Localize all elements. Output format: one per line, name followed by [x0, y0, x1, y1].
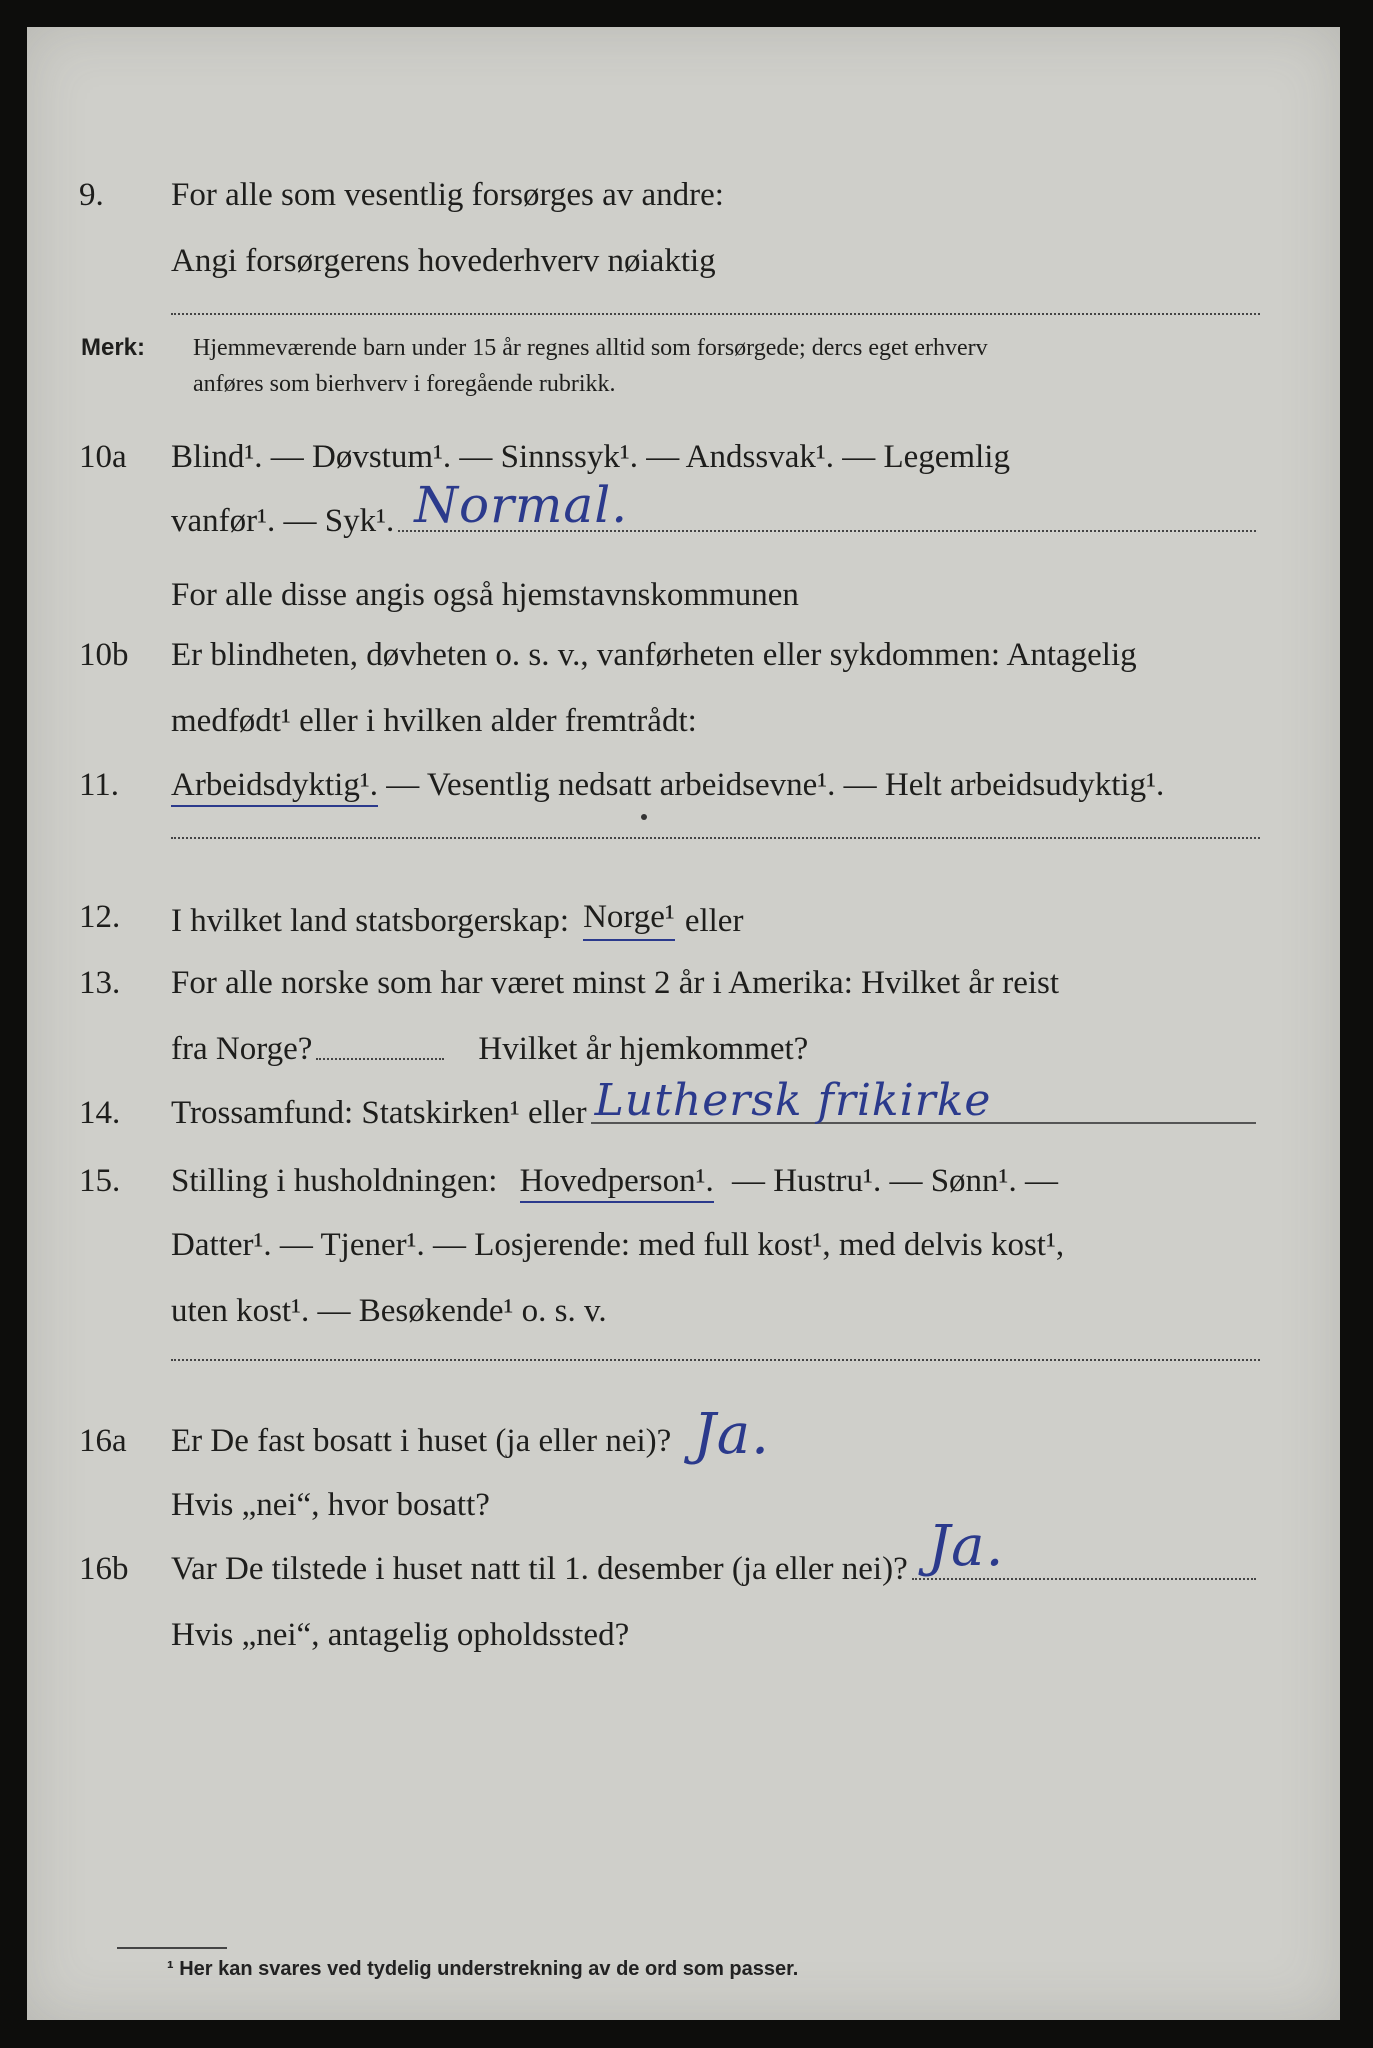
q16b-answer-field[interactable] — [908, 1514, 1260, 1589]
q16b-handwritten-answer: Ja. — [927, 1514, 1005, 1579]
q12-question: I hvilket land statsborgerskap: — [171, 903, 570, 939]
q10b-question: Er blindheten, døvheten o. s. v., vanførheten eller sykdommen: Antagelig — [171, 637, 1137, 673]
merk-text-1: Hjemmeværende barn under 15 år regnes alltid som forsørgede; dercs eget erhverv — [193, 335, 988, 361]
footnote-rule — [117, 1947, 227, 1949]
q12-number: 12. — [79, 899, 121, 935]
q12-eller: eller — [684, 903, 744, 939]
q16b-question: Var De tilstede i huset natt til 1. desember (ja eller nei)? — [171, 1551, 908, 1587]
q14-answer-field[interactable] — [587, 1075, 1260, 1133]
q10a-options: Blind¹. — Døvstum¹. — Sinnssyk¹. — Andssvak¹. — Legemlig — [171, 439, 1010, 475]
q9-number: 9. — [79, 177, 104, 213]
merk-label: Merk: — [81, 334, 146, 361]
q10a-answer-field[interactable] — [394, 476, 1260, 541]
q14-number: 14. — [79, 1095, 121, 1131]
q16a-question: Er De fast bosatt i huset (ja eller nei)? — [171, 1423, 672, 1459]
q16a-subquestion: Hvis „nei“, hvor bosatt? — [171, 1487, 490, 1523]
q9-question: For alle som vesentlig forsørges av andre: — [171, 177, 724, 213]
q10b-number: 10b — [79, 637, 129, 673]
q15-options-3: uten kost¹. — Besøkende¹ o. s. v. — [171, 1293, 607, 1329]
q11-answer-line[interactable] — [171, 837, 1260, 839]
q14-handwritten-answer: Luthersk frikirke — [594, 1075, 992, 1126]
q16a-number: 16a — [79, 1423, 127, 1459]
q11-options-rest: — Vesentlig nedsatt arbeidsevne¹. — Helt arbeidsudyktig¹. — [386, 767, 1165, 803]
q10a-handwritten-answer: Normal. — [414, 476, 629, 534]
q13-left-answer-line[interactable] — [316, 1057, 444, 1060]
q15-options-2: Datter¹. — Tjener¹. — Losjerende: med full kost¹, med delvis kost¹, — [171, 1227, 1065, 1263]
q12-option-norge[interactable]: Norge¹ — [583, 897, 675, 941]
q15-number: 15. — [79, 1163, 121, 1199]
q10a-options-2: vanfør¹. — Syk¹. — [171, 503, 395, 539]
q9-subquestion: Angi forsørgerens hovederhverv nøiaktig — [171, 243, 716, 279]
q13-right-question: Hvilket år hjemkommet? — [478, 1031, 809, 1067]
q14-question: Trossamfund: Statskirken¹ eller — [171, 1095, 587, 1131]
census-form-page — [27, 27, 1340, 2020]
q16b-number: 16b — [79, 1551, 129, 1587]
q10a-number: 10a — [79, 439, 127, 475]
q10a-hometown-question: For alle disse angis også hjemstavnskommunen — [171, 577, 799, 613]
q15-option-hovedperson[interactable]: Hovedperson¹. — [520, 1163, 714, 1203]
q15-options — [171, 1161, 1058, 1201]
ink-dot — [641, 814, 647, 820]
q16a-handwritten-answer: Ja. — [693, 1402, 770, 1467]
q9-answer-line-2[interactable] — [171, 313, 1260, 315]
q16b-subquestion: Hvis „nei“, antagelig opholdssted? — [171, 1617, 630, 1653]
q11-number: 11. — [79, 767, 120, 803]
merk-text-2: anføres som bierhverv i foregående rubrikk. — [193, 371, 616, 397]
q15-answer-line-2[interactable] — [171, 1359, 1260, 1361]
q13-question: For alle norske som har været minst 2 år i Amerika: Hvilket år reist — [171, 965, 1060, 1001]
q11-options — [171, 765, 1164, 805]
q11-option-arbeidsdyktig[interactable]: Arbeidsdyktig¹. — [171, 767, 378, 807]
footnote: ¹ Her kan svares ved tydelig understrekning av de ord som passer. — [167, 1958, 799, 1980]
q15-question: Stilling i husholdningen: — [171, 1163, 498, 1199]
q15-options-rest: — Hustru¹. — Sønn¹. — — [731, 1163, 1058, 1199]
q13-number: 13. — [79, 965, 121, 1001]
q13-left-question: fra Norge? — [171, 1031, 313, 1067]
q10b-question-2: medfødt¹ eller i hvilken alder fremtrådt: — [171, 703, 697, 739]
